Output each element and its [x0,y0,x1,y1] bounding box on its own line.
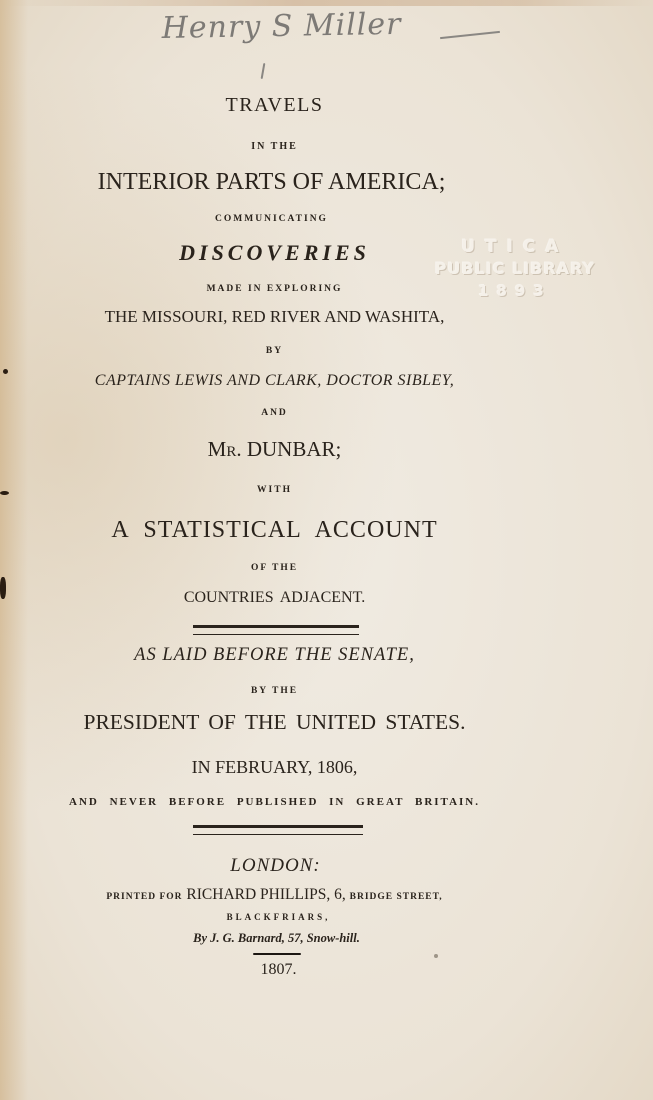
authors-by: BY [265,346,284,356]
authors-dunbar-name: DUNBAR; [246,437,342,461]
foxing-spot [0,577,6,599]
subtitle-statistical-account: A STATISTICAL ACCOUNT [111,517,438,543]
foxing-spot [3,369,8,374]
subtitle-countries-adjacent: COUNTRIES ADJACENT. [183,589,366,606]
imprint-printer: By J. G. Barnard, 57, Snow-hill. [193,931,360,945]
publisher-name: RICHARD PHILLIPS, 6, [186,886,346,903]
stamp-line-1: UTICA [461,237,569,257]
imprint-year: 1807. [260,961,297,978]
handwritten-inscription: Henry S Miller [161,6,402,47]
stamp-line-2: PUBLIC LIBRARY [434,259,596,278]
authors-list: CAPTAINS LEWIS AND CLARK, DOCTOR SIBLEY, [94,372,455,389]
foxing-spot [0,491,9,495]
authors-dunbar-prefix: Mr. [207,437,242,461]
authors-and: AND [261,408,288,418]
imprint-london: LONDON: [230,855,321,876]
title-made-in-exploring: MADE IN EXPLORING [206,284,343,294]
publisher-address: BRIDGE STREET, [349,892,443,902]
title-travels: TRAVELS [225,94,324,116]
printed-for-label: PRINTED FOR [106,892,183,902]
page-top-edge-stain [0,0,653,6]
subtitle-with: WITH [257,485,292,495]
title-communicating: COMMUNICATING [215,214,328,224]
foxing-spot [434,954,438,958]
by-the: BY THE [250,686,299,696]
imprint-blackfriars: BLACKFRIARS, [226,912,331,922]
stamp-line-3: 1893 [478,282,552,300]
never-before-published: AND NEVER BEFORE PUBLISHED IN GREAT BRITAIN. [69,796,480,808]
imprint-printed-for [0,886,601,904]
title-in-the: IN THE [251,141,298,152]
title-rivers: THE MISSOURI, RED RIVER AND WASHITA, [104,307,445,326]
president-of-united-states: PRESIDENT OF THE UNITED STATES. [83,710,466,734]
february-1806: IN FEBRUARY, 1806, [191,757,358,777]
short-rule-divider [253,953,301,955]
title-interior-parts: INTERIOR PARTS OF AMERICA; [97,169,446,195]
title-discoveries: DISCOVERIES [179,240,370,265]
laid-before-senate: AS LAID BEFORE THE SENATE, [134,645,415,665]
authors-dunbar [0,437,601,462]
double-rule-divider-2 [193,825,363,835]
double-rule-divider-1 [193,625,359,635]
subtitle-of-the: OF THE [250,563,299,573]
